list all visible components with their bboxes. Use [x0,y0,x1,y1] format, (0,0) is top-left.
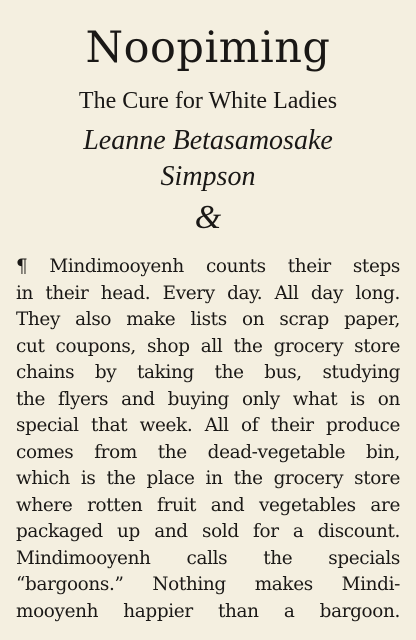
excerpt-line: special that week. All of their produce [16,415,400,436]
book-title: Noopiming [85,23,331,73]
excerpt-line: ¶ Mindimooyenh counts their steps [16,256,400,277]
excerpt-line: “bargoons.” Nothing makes Mindi- [16,574,400,595]
excerpt-line: which is the place in the grocery store [16,468,400,489]
excerpt-line: the flyers and buying only what is on [16,388,400,410]
author-name [0,123,416,195]
excerpt-line: in their head. Every day. All day long. [16,282,400,304]
excerpt-line: Mindimooyenh calls the specials [16,547,400,569]
book-subtitle: The Cure for White Ladies [78,88,338,114]
excerpt-line: packaged up and sold for a discount. [16,521,400,542]
author-name-line-2: Simpson [160,161,256,192]
ampersand-ornament: & [194,199,222,236]
author-name-line-1: Leanne Betasamosake [83,125,333,156]
excerpt-line: cut coupons, shop all the grocery store [16,335,400,357]
excerpt-line: comes from the dead-vegetable bin, [16,441,400,463]
excerpt-line: mooyenh happier than a bargoon. [16,600,400,622]
excerpt-line: where rotten fruit and vegetables are [16,494,400,516]
excerpt-text-block [16,254,400,625]
excerpt-line: They also make lists on scrap paper, [16,309,400,330]
excerpt-line: chains by taking the bus, studying [16,362,400,383]
